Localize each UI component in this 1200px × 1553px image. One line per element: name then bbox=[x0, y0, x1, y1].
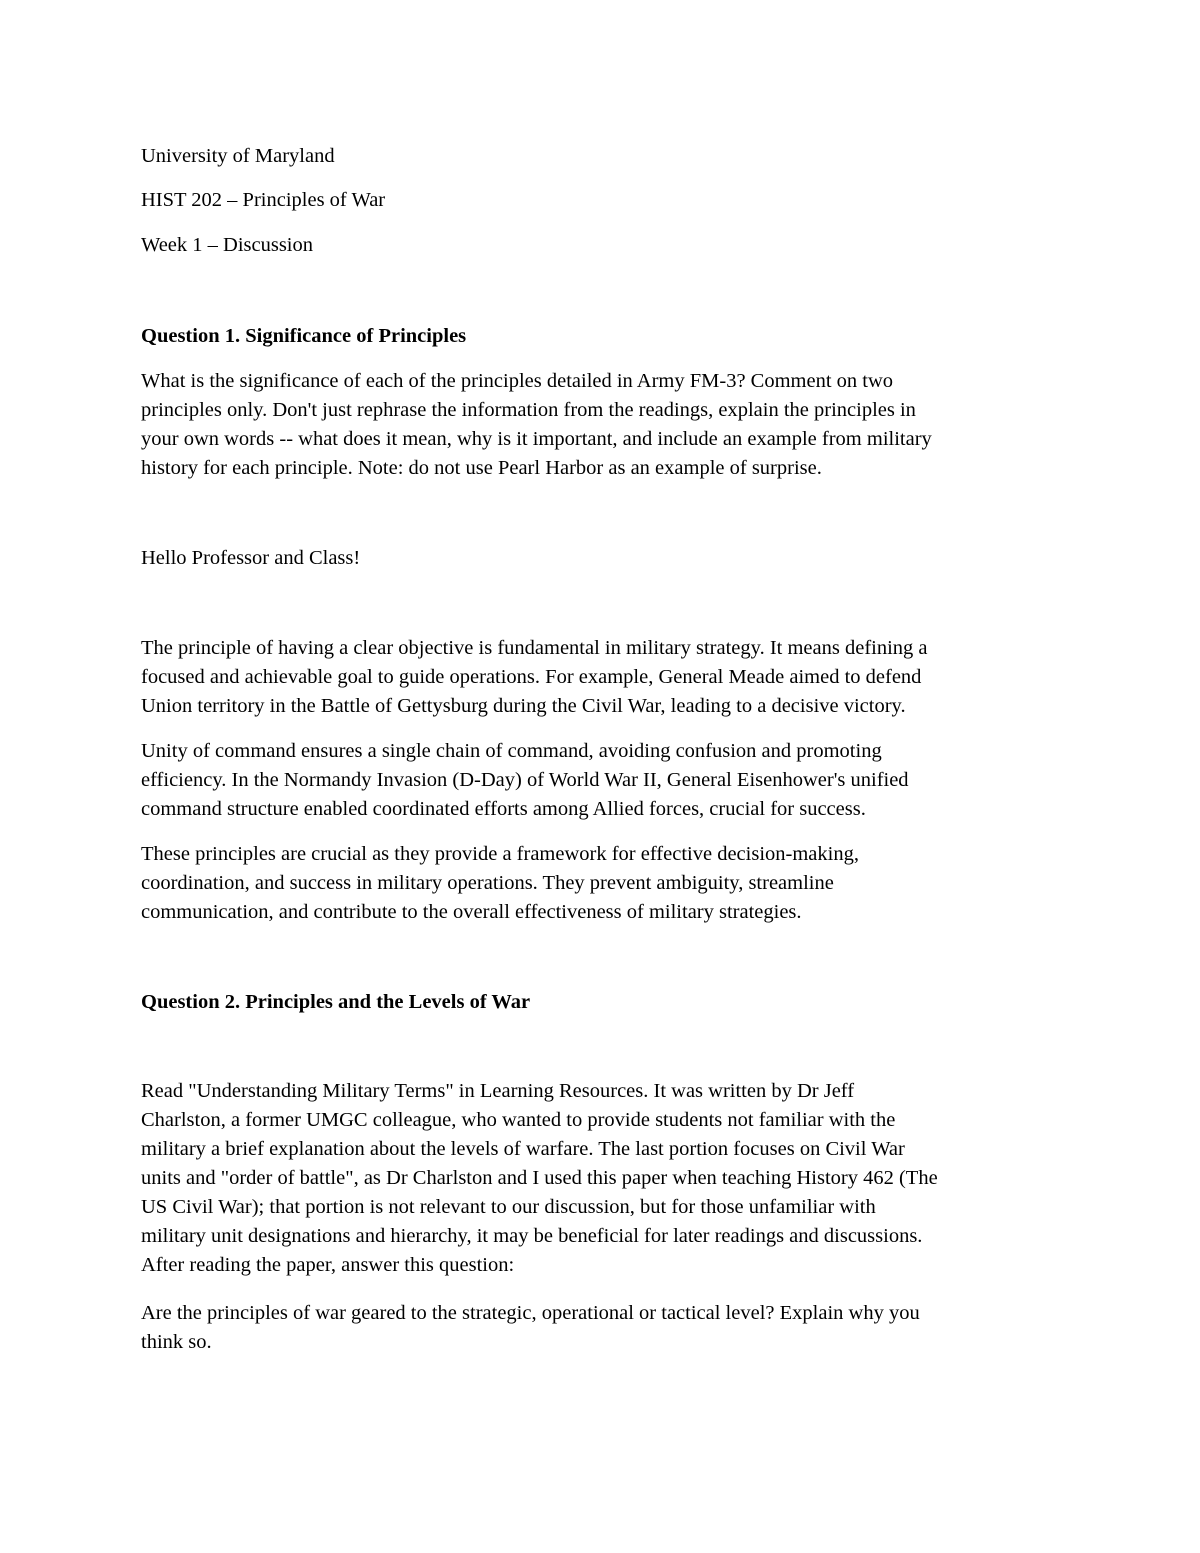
response-paragraph-2-line: command structure enabled coordinated efforts among Allied forces, crucial for success. bbox=[141, 798, 866, 820]
response-paragraph-2-line: efficiency. In the Normandy Invasion (D-Day) of World War II, General Eisenhower's unified bbox=[141, 769, 909, 791]
question-2-prompt-line: Charlston, a former UMGC colleague, who wanted to provide students not familiar with the bbox=[141, 1109, 896, 1131]
question-2-question-line: think so. bbox=[141, 1331, 212, 1353]
question-1-heading: Question 1. Significance of Principles bbox=[141, 325, 467, 347]
response-paragraph-3-line: coordination, and success in military operations. They prevent ambiguity, streamline bbox=[141, 872, 834, 894]
question-2-prompt-line: military a brief explanation about the levels of warfare. The last portion focuses on Civil War bbox=[141, 1138, 905, 1160]
question-1-prompt-line: principles only. Don't just rephrase the information from the readings, explain the principles in bbox=[141, 399, 916, 421]
response-paragraph-1-line: focused and achievable goal to guide operations. For example, General Meade aimed to defend bbox=[141, 666, 922, 688]
institution-name: University of Maryland bbox=[141, 145, 335, 167]
response-paragraph-3-line: These principles are crucial as they provide a framework for effective decision-making, bbox=[141, 843, 859, 865]
response-greeting: Hello Professor and Class! bbox=[141, 547, 361, 569]
response-paragraph-1-line: Union territory in the Battle of Gettysburg during the Civil War, leading to a decisive victory. bbox=[141, 695, 906, 717]
question-1-prompt-line: history for each principle. Note: do not use Pearl Harbor as an example of surprise. bbox=[141, 457, 822, 479]
course-title: HIST 202 – Principles of War bbox=[141, 189, 386, 211]
question-2-question-line: Are the principles of war geared to the strategic, operational or tactical level? Explain why you bbox=[141, 1302, 920, 1324]
response-paragraph-3-line: communication, and contribute to the overall effectiveness of military strategies. bbox=[141, 901, 802, 923]
question-2-heading: Question 2. Principles and the Levels of War bbox=[141, 991, 531, 1013]
week-label: Week 1 – Discussion bbox=[141, 234, 314, 256]
question-2-prompt-line: After reading the paper, answer this question: bbox=[141, 1254, 515, 1276]
question-2-prompt-line: US Civil War); that portion is not relevant to our discussion, but for those unfamiliar with bbox=[141, 1196, 876, 1218]
question-2-prompt-line: units and "order of battle", as Dr Charlston and I used this paper when teaching History 462 (The bbox=[141, 1167, 938, 1189]
response-paragraph-1-line: The principle of having a clear objective is fundamental in military strategy. It means defining a bbox=[141, 637, 928, 659]
question-2-prompt-line: Read "Understanding Military Terms" in Learning Resources. It was written by Dr Jeff bbox=[141, 1080, 855, 1102]
question-1-prompt-line: your own words -- what does it mean, why is it important, and include an example from military bbox=[141, 428, 932, 450]
question-2-prompt-line: military unit designations and hierarchy, it may be beneficial for later readings and discussions. bbox=[141, 1225, 923, 1247]
question-1-prompt-line: What is the significance of each of the principles detailed in Army FM-3? Comment on two bbox=[141, 370, 894, 392]
response-paragraph-2-line: Unity of command ensures a single chain of command, avoiding confusion and promoting bbox=[141, 740, 882, 762]
